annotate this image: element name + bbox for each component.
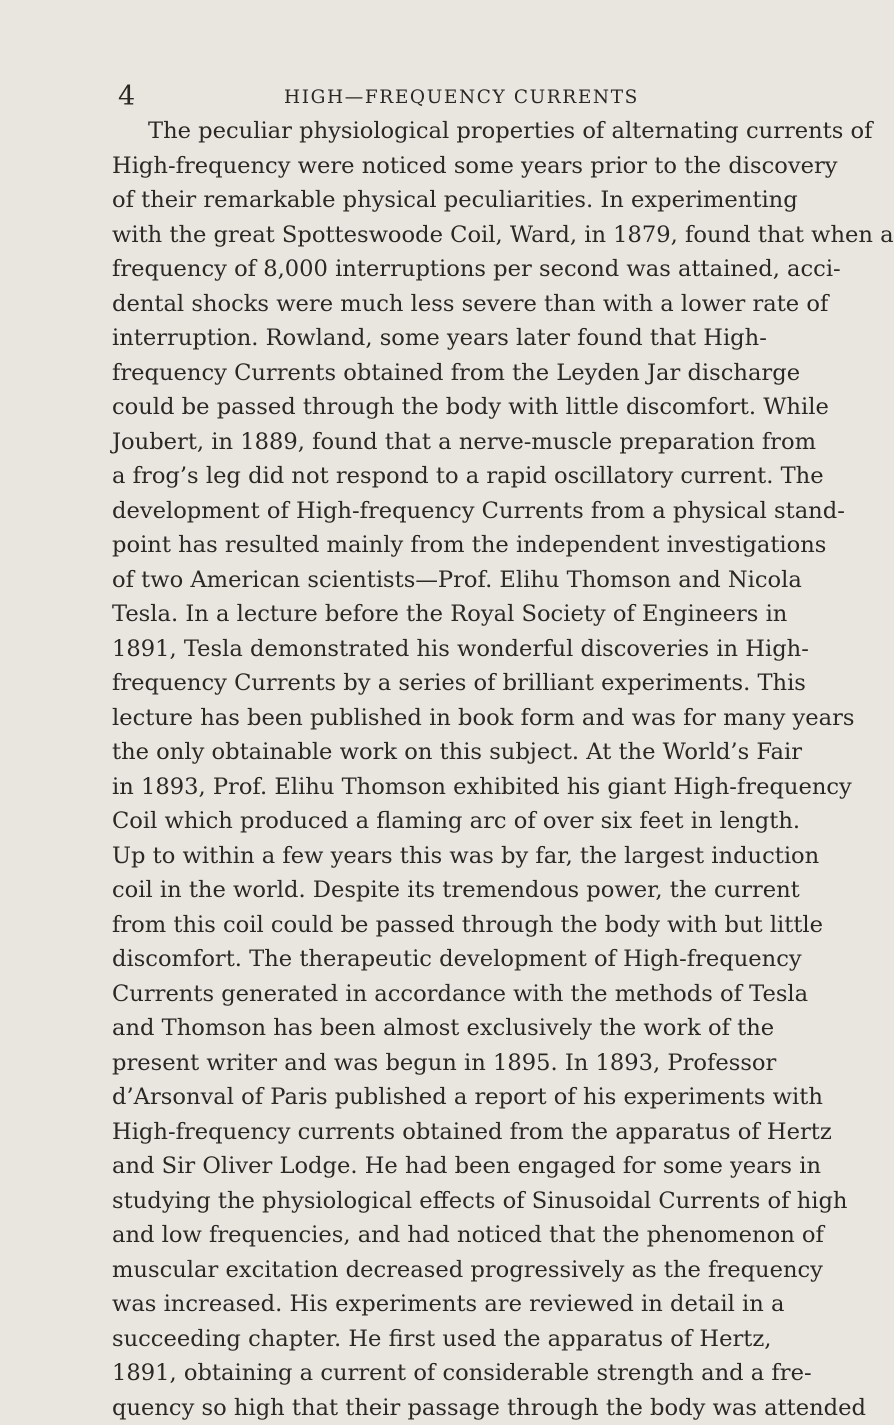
- text-line: and low frequencies, and had noticed that the phenomenon of: [112, 1218, 762, 1253]
- text-line: interruption. Rowland, some years later found that High-: [112, 321, 762, 356]
- text-line: could be passed through the body with little discomfort. While: [112, 390, 762, 425]
- text-line: of their remarkable physical peculiarities. In experimenting: [112, 183, 762, 218]
- text-line: of two American scientists—Prof. Elihu Thomson and Nicola: [112, 563, 762, 598]
- text-line: a frog’s leg did not respond to a rapid oscillatory current. The: [112, 459, 762, 494]
- text-line: The peculiar physiological properties of alternating currents of: [112, 114, 762, 149]
- text-line: dental shocks were much less severe than with a lower rate of: [112, 287, 762, 322]
- text-line: d’Arsonval of Paris published a report of his experiments with: [112, 1080, 762, 1115]
- text-line: studying the physiological effects of Sinusoidal Currents of high: [112, 1184, 762, 1219]
- text-line: with the great Spotteswoode Coil, Ward, in 1879, found that when a: [112, 218, 762, 253]
- text-line: succeeding chapter. He first used the apparatus of Hertz,: [112, 1322, 762, 1357]
- text-line: Coil which produced a flaming arc of over six feet in length.: [112, 804, 762, 839]
- text-line: 1891, Tesla demonstrated his wonderful discoveries in High-: [112, 632, 762, 667]
- text-line: lecture has been published in book form and was for many years: [112, 701, 762, 736]
- text-line: quency so high that their passage through the body was attended: [112, 1391, 762, 1425]
- text-line: frequency of 8,000 interruptions per second was attained, acci-: [112, 252, 762, 287]
- text-line: 1891, obtaining a current of considerable strength and a fre-: [112, 1356, 762, 1391]
- text-line: frequency Currents by a series of brilliant experiments. This: [112, 666, 762, 701]
- page-header: [112, 80, 762, 114]
- text-line: discomfort. The therapeutic development of High-frequency: [112, 942, 762, 977]
- text-line: the only obtainable work on this subject. At the World’s Fair: [112, 735, 762, 770]
- running-head: HIGH—FREQUENCY CURRENTS: [284, 83, 639, 113]
- text-line: coil in the world. Despite its tremendous power, the current: [112, 873, 762, 908]
- page-number: 4: [118, 80, 135, 114]
- text-line: Tesla. In a lecture before the Royal Society of Engineers in: [112, 597, 762, 632]
- text-line: High-frequency currents obtained from the apparatus of Hertz: [112, 1115, 762, 1150]
- text-line: present writer and was begun in 1895. In 1893, Professor: [112, 1046, 762, 1081]
- text-line: Currents generated in accordance with the methods of Tesla: [112, 977, 762, 1012]
- text-line: point has resulted mainly from the independent investigations: [112, 528, 762, 563]
- text-line: and Sir Oliver Lodge. He had been engaged for some years in: [112, 1149, 762, 1184]
- text-line: development of High-frequency Currents from a physical stand-: [112, 494, 762, 529]
- text-line: in 1893, Prof. Elihu Thomson exhibited his giant High-frequency: [112, 770, 762, 805]
- text-line: muscular excitation decreased progressively as the frequency: [112, 1253, 762, 1288]
- text-line: Up to within a few years this was by far, the largest induction: [112, 839, 762, 874]
- text-line: was increased. His experiments are reviewed in detail in a: [112, 1287, 762, 1322]
- text-line: and Thomson has been almost exclusively the work of the: [112, 1011, 762, 1046]
- text-line: from this coil could be passed through the body with but little: [112, 908, 762, 943]
- text-line: High-frequency were noticed some years prior to the discovery: [112, 149, 762, 184]
- text-line: frequency Currents obtained from the Leyden Jar discharge: [112, 356, 762, 391]
- text-line: Joubert, in 1889, found that a nerve-muscle preparation from: [112, 425, 762, 460]
- body-paragraph: [112, 114, 762, 1425]
